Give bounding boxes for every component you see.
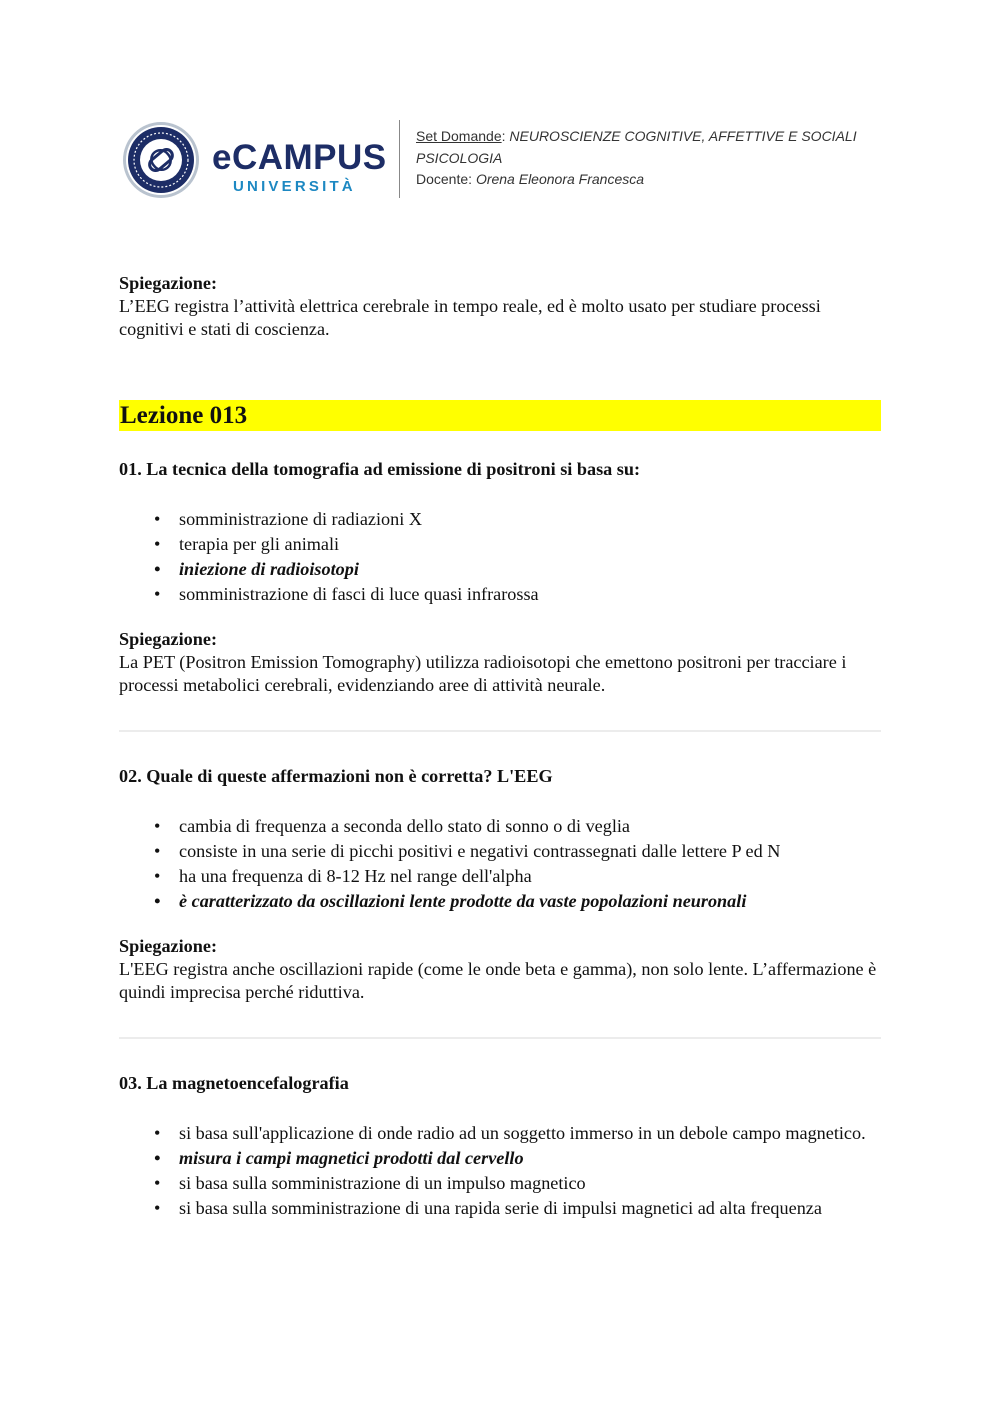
- explanation-label: Spiegazione:: [119, 273, 218, 293]
- question-title: 03. La magnetoencefalografia: [119, 1073, 349, 1093]
- answer-option: • somministrazione di radiazioni X: [119, 508, 881, 531]
- answer-option: • ha una frequenza di 8-12 Hz nel range dell'alpha: [119, 865, 881, 888]
- question-explanation: [119, 628, 881, 697]
- answer-option: • terapia per gli animali: [119, 533, 881, 556]
- docente-label: Docente: [416, 171, 469, 187]
- question-title: 01. La tecnica della tomografia ad emissione di positroni si basa su:: [119, 459, 641, 479]
- explanation-text: L’EEG registra l’attività elettrica cerebrale in tempo reale, ed è molto usato per studiare processi cognitivi e stati di coscienza.: [119, 296, 821, 339]
- answer-option: • consiste in una serie di picchi positivi e negativi contrassegnati dalle lettere P ed N: [119, 840, 881, 863]
- section-divider: [119, 1037, 881, 1039]
- explanation-text: L'EEG registra anche oscillazioni rapide (come le onde beta e gamma), non solo lente. L’affermazione è quindi imprecisa perché riduttiva.: [119, 959, 877, 1002]
- answer-option: • si basa sull'applicazione di onde radio ad un soggetto immerso in un debole campo magnetico.: [119, 1122, 881, 1145]
- logo-wordmark: eCAMPUS: [212, 138, 387, 177]
- ecampus-seal-logo: [122, 121, 200, 199]
- explanation-text: La PET (Positron Emission Tomography) utilizza radioisotopi che emettono positroni per tracciare i processi metabolici cerebrali, evidenziando aree di attività neurale.: [119, 652, 847, 695]
- answer-options: [119, 1122, 881, 1220]
- document-header: [120, 118, 900, 204]
- answer-option: • si basa sulla somministrazione di un impulso magnetico: [119, 1172, 881, 1195]
- set-line: Set Domande: NEUROSCIENZE COGNITIVE, AFFETTIVE E SOCIALI: [416, 128, 857, 144]
- answer-option: • somministrazione di fasci di luce quasi infrarossa: [119, 583, 881, 606]
- answer-option: • si basa sulla somministrazione di una rapida serie di impulsi magnetici ad alta frequenza: [119, 1197, 881, 1220]
- question-title: 02. Quale di queste affermazioni non è corretta? L'EEG: [119, 766, 553, 786]
- document-content: [119, 272, 881, 1222]
- header-info: [416, 126, 857, 191]
- explanation-label: Spiegazione:: [119, 629, 218, 649]
- intro-explanation: [119, 272, 881, 341]
- set-value: NEUROSCIENZE COGNITIVE, AFFETTIVE E SOCIALI: [509, 128, 857, 144]
- question-explanation: [119, 935, 881, 1004]
- answer-option-correct: • è caratterizzato da oscillazioni lente prodotte da vaste popolazioni neuronali: [119, 890, 881, 913]
- header-divider: [399, 120, 400, 198]
- explanation-label: Spiegazione:: [119, 936, 218, 956]
- logo-subtext: UNIVERSITÀ: [233, 178, 356, 195]
- docente-line: Docente: Orena Eleonora Francesca: [416, 171, 645, 187]
- set-label: Set Domande: [416, 128, 502, 144]
- answer-option: • cambia di frequenza a seconda dello stato di sonno o di veglia: [119, 815, 881, 838]
- answer-options: [119, 508, 881, 606]
- section-divider: [119, 730, 881, 732]
- answer-option-correct: • iniezione di radioisotopi: [119, 558, 881, 581]
- lesson-title: Lezione 013: [119, 400, 881, 431]
- answer-option-correct: • misura i campi magnetici prodotti dal cervello: [119, 1147, 881, 1170]
- answer-options: [119, 815, 881, 913]
- docente-value: Orena Eleonora Francesca: [475, 171, 645, 187]
- set-value-2: PSICOLOGIA: [416, 149, 503, 166]
